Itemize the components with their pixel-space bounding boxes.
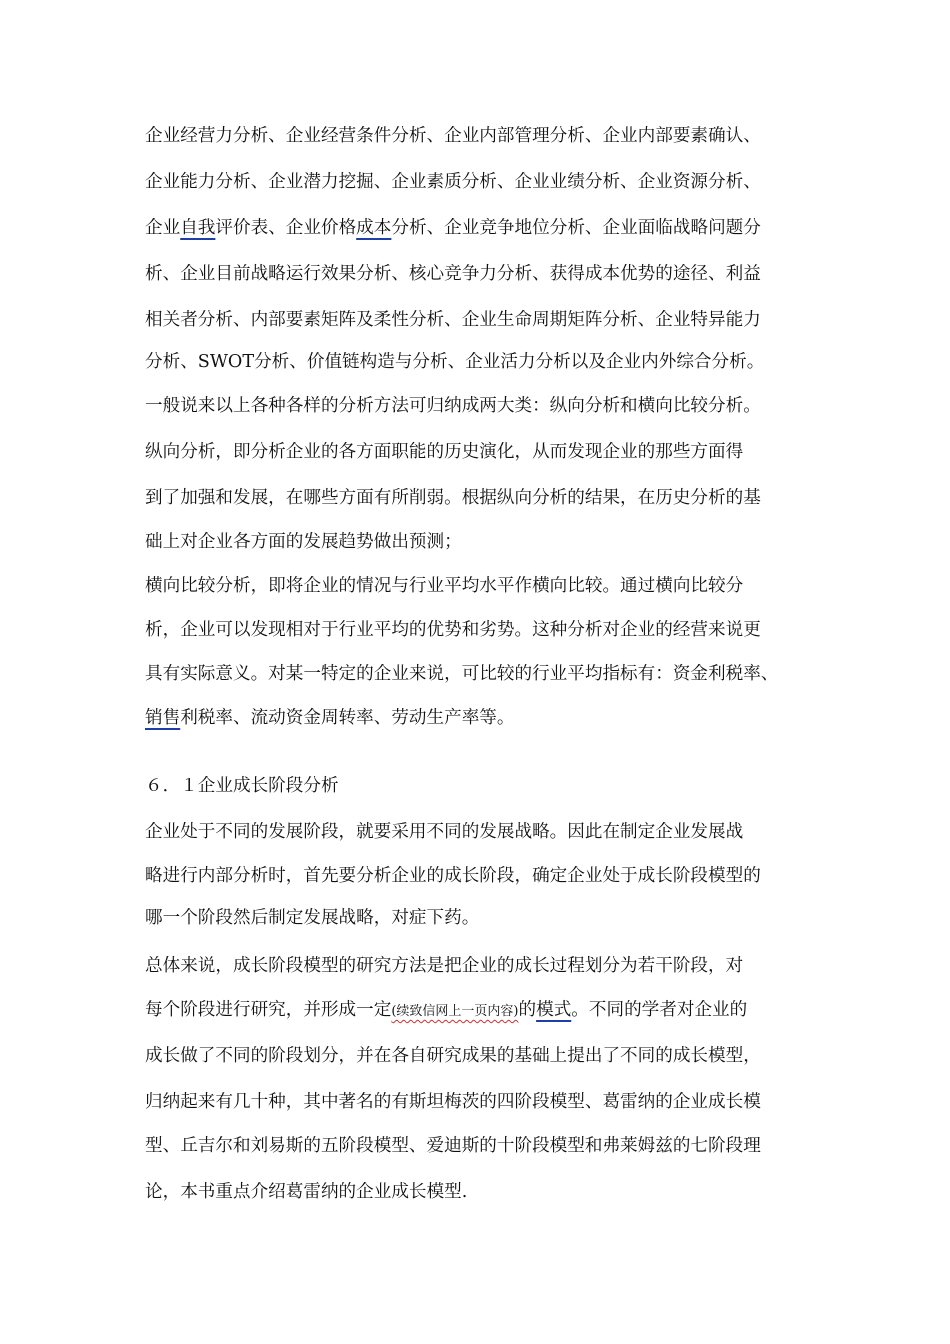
- text-line: 析，企业可以发现相对于行业平均的优势和劣势。这种分析对企业的经营来说更: [145, 620, 761, 640]
- text-line: 成长做了不同的阶段划分，并在各自研究成果的基础上提出了不同的成长模型，: [145, 1046, 761, 1066]
- text-line: 归纳起来有几十种，其中著名的有斯坦梅茨的四阶段模型、葛雷纳的企业成长模: [145, 1092, 761, 1112]
- text-segment: 评价表、企业价格: [215, 218, 357, 238]
- text-line: [145, 998, 815, 1022]
- text-line: 一般说来以上各种各样的分析方法可归纳成两大类：纵向分析和横向比较分析。: [145, 396, 761, 416]
- text-line: 分析、SWOT分析、价值链构造与分析、企业活力分析以及企业内外综合分析。: [145, 352, 765, 372]
- text-segment: 利税率、流动资金周转率、劳动生产率等。: [180, 708, 515, 728]
- text-line: 总体来说，成长阶段模型的研究方法是把企业的成长过程划分为若干阶段，对: [145, 956, 744, 976]
- text-segment: 分析、企业竞争地位分析、企业面临战略问题分: [391, 218, 761, 238]
- text-line: 础上对企业各方面的发展趋势做出预测；: [145, 532, 462, 552]
- text-line: 哪一个阶段然后制定发展战略，对症下药。: [145, 908, 480, 928]
- text-line: [145, 706, 815, 730]
- text-line: 纵向分析，即分析企业的各方面职能的历史演化，从而发现企业的那些方面得: [145, 442, 744, 462]
- keyword-link-moshi[interactable]: 模式: [536, 1000, 572, 1020]
- text-line: 型、丘吉尔和刘易斯的五阶段模型、爱迪斯的十阶段模型和弗莱姆兹的七阶段理: [145, 1136, 761, 1156]
- text-line: 相关者分析、内部要素矩阵及柔性分析、企业生命周期矩阵分析、企业特异能力: [145, 310, 761, 330]
- keyword-link-xiaoshou[interactable]: 销售: [145, 708, 181, 728]
- text-line: 企业经营力分析、企业经营条件分析、企业内部管理分析、企业内部要素确认、: [145, 126, 761, 146]
- text-segment: 企业: [145, 218, 181, 238]
- text-line: 具有实际意义。对某一特定的企业来说，可比较的行业平均指标有：资金利税率、: [145, 664, 779, 684]
- text-segment: 。不同的学者对企业的: [571, 1000, 748, 1020]
- text-line: [145, 216, 815, 240]
- text-line: 企业能力分析、企业潜力挖掘、企业素质分析、企业业绩分析、企业资源分析、: [145, 172, 761, 192]
- text-line: 横向比较分析，即将企业的情况与行业平均水平作横向比较。通过横向比较分: [145, 576, 744, 596]
- text-line: 到了加强和发展，在哪些方面有所削弱。根据纵向分析的结果，在历史分析的基: [145, 488, 761, 508]
- text-line: 析、企业目前战略运行效果分析、核心竞争力分析、获得成本优势的途径、利益: [145, 264, 761, 284]
- text-line: 论，本书重点介绍葛雷纳的企业成长模型.: [145, 1182, 468, 1202]
- continuation-link[interactable]: (续致信网上一页内容): [391, 1004, 519, 1019]
- text-segment: 的: [518, 1000, 537, 1020]
- text-line: 略进行内部分析时，首先要分析企业的成长阶段，确定企业处于成长阶段模型的: [145, 866, 761, 886]
- keyword-link-ziwo[interactable]: 自我: [180, 218, 216, 238]
- section-heading: ６．１企业成长阶段分析: [145, 776, 339, 796]
- text-segment: 每个阶段进行研究，并形成一定: [145, 1000, 392, 1020]
- text-line: 企业处于不同的发展阶段，就要采用不同的发展战略。因此在制定企业发展战: [145, 822, 744, 842]
- keyword-link-chengben[interactable]: 成本: [356, 218, 392, 238]
